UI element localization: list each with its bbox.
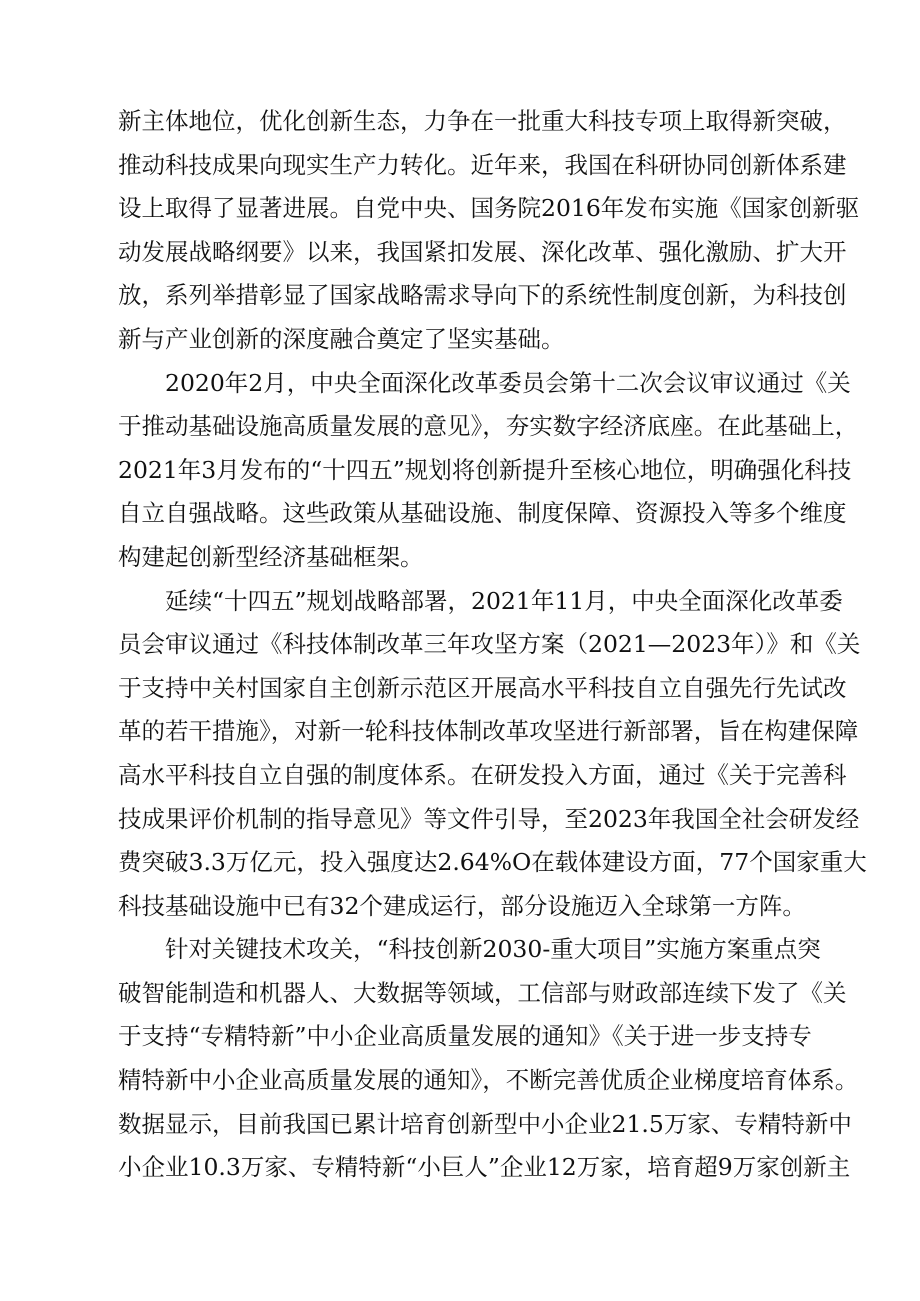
body-text bbox=[118, 100, 867, 1190]
text-line: 员会审议通过《科技体制改革三年攻坚方案（2021—2023年）》和《关 bbox=[118, 630, 861, 659]
text-line: 小企业10.3万家、专精特新“小巨人”企业12万家，培育超9万家创新主 bbox=[118, 1153, 851, 1182]
text-line: 革的若干措施》，对新一轮科技体制改革攻坚进行新部署，旨在构建保障 bbox=[118, 717, 859, 746]
text-line: 于推动基础设施高质量发展的意见》，夯实数字经济底座。在此基础上， bbox=[118, 412, 859, 441]
text-line: 新主体地位，优化创新生态，力争在一批重大科技专项上取得新突破， bbox=[118, 107, 847, 135]
text-line: 费突破3.3万亿元，投入强度达2.64%O在载体建设方面，77个国家重大 bbox=[118, 848, 867, 877]
text-line: 设上取得了显著进展。自党中央、国务院2016年发布实施《国家创新驱 bbox=[118, 194, 860, 223]
text-line: 新与产业创新的深度融合奠定了坚实基础。 bbox=[118, 324, 565, 353]
text-line: 构建起创新型经济基础框架。 bbox=[118, 542, 424, 571]
text-line: 科技基础设施中已有32个建成运行，部分设施迈入全球第一方阵。 bbox=[118, 891, 806, 920]
text-line: 精特新中小企业高质量发展的通知》，不断完善优质企业梯度培育体系。 bbox=[118, 1066, 859, 1095]
text-line: 破智能制造和机器人、大数据等领域，工信部与财政部连续下发了《关 bbox=[118, 978, 847, 1007]
text-line: 于支持“专精特新”中小企业高质量发展的通知》《关于进一步支持专 bbox=[118, 1022, 812, 1051]
text-line: 推动科技成果向现实生产力转化。近年来，我国在科研协同创新体系建 bbox=[118, 150, 847, 179]
text-line: 自立自强战略。这些政策从基础设施、制度保障、资源投入等多个维度 bbox=[118, 499, 847, 528]
text-line: 2021年3月发布的“十四五”规划将创新提升至核心地位，明确强化科技 bbox=[118, 455, 852, 484]
text-line: 2020年2月，中央全面深化改革委员会第十二次会议审议通过《关 bbox=[165, 368, 851, 397]
text-line: 数据显示，目前我国已累计培育创新型中小企业21.5万家、专精特新中 bbox=[118, 1109, 852, 1138]
text-line: 于支持中关村国家自主创新示范区开展高水平科技自立自强先行先试改 bbox=[118, 673, 847, 702]
text-line: 技成果评价机制的指导意见》等文件引导，至2023年我国全社会研发经 bbox=[118, 804, 860, 833]
text-line: 延续“十四五”规划战略部署，2021年11月，中央全面深化改革委 bbox=[165, 586, 843, 615]
text-line: 高水平科技自立自强的制度体系。在研发投入方面，通过《关于完善科 bbox=[118, 760, 847, 789]
text-line: 针对关键技术攻关，“科技创新2030-重大项目”实施方案重点突 bbox=[165, 935, 821, 964]
text-line: 放，系列举措彰显了国家战略需求导向下的系统性制度创新，为科技创 bbox=[118, 281, 847, 310]
text-line: 动发展战略纲要》以来，我国紧扣发展、深化改革、强化激励、扩大开 bbox=[118, 237, 847, 266]
